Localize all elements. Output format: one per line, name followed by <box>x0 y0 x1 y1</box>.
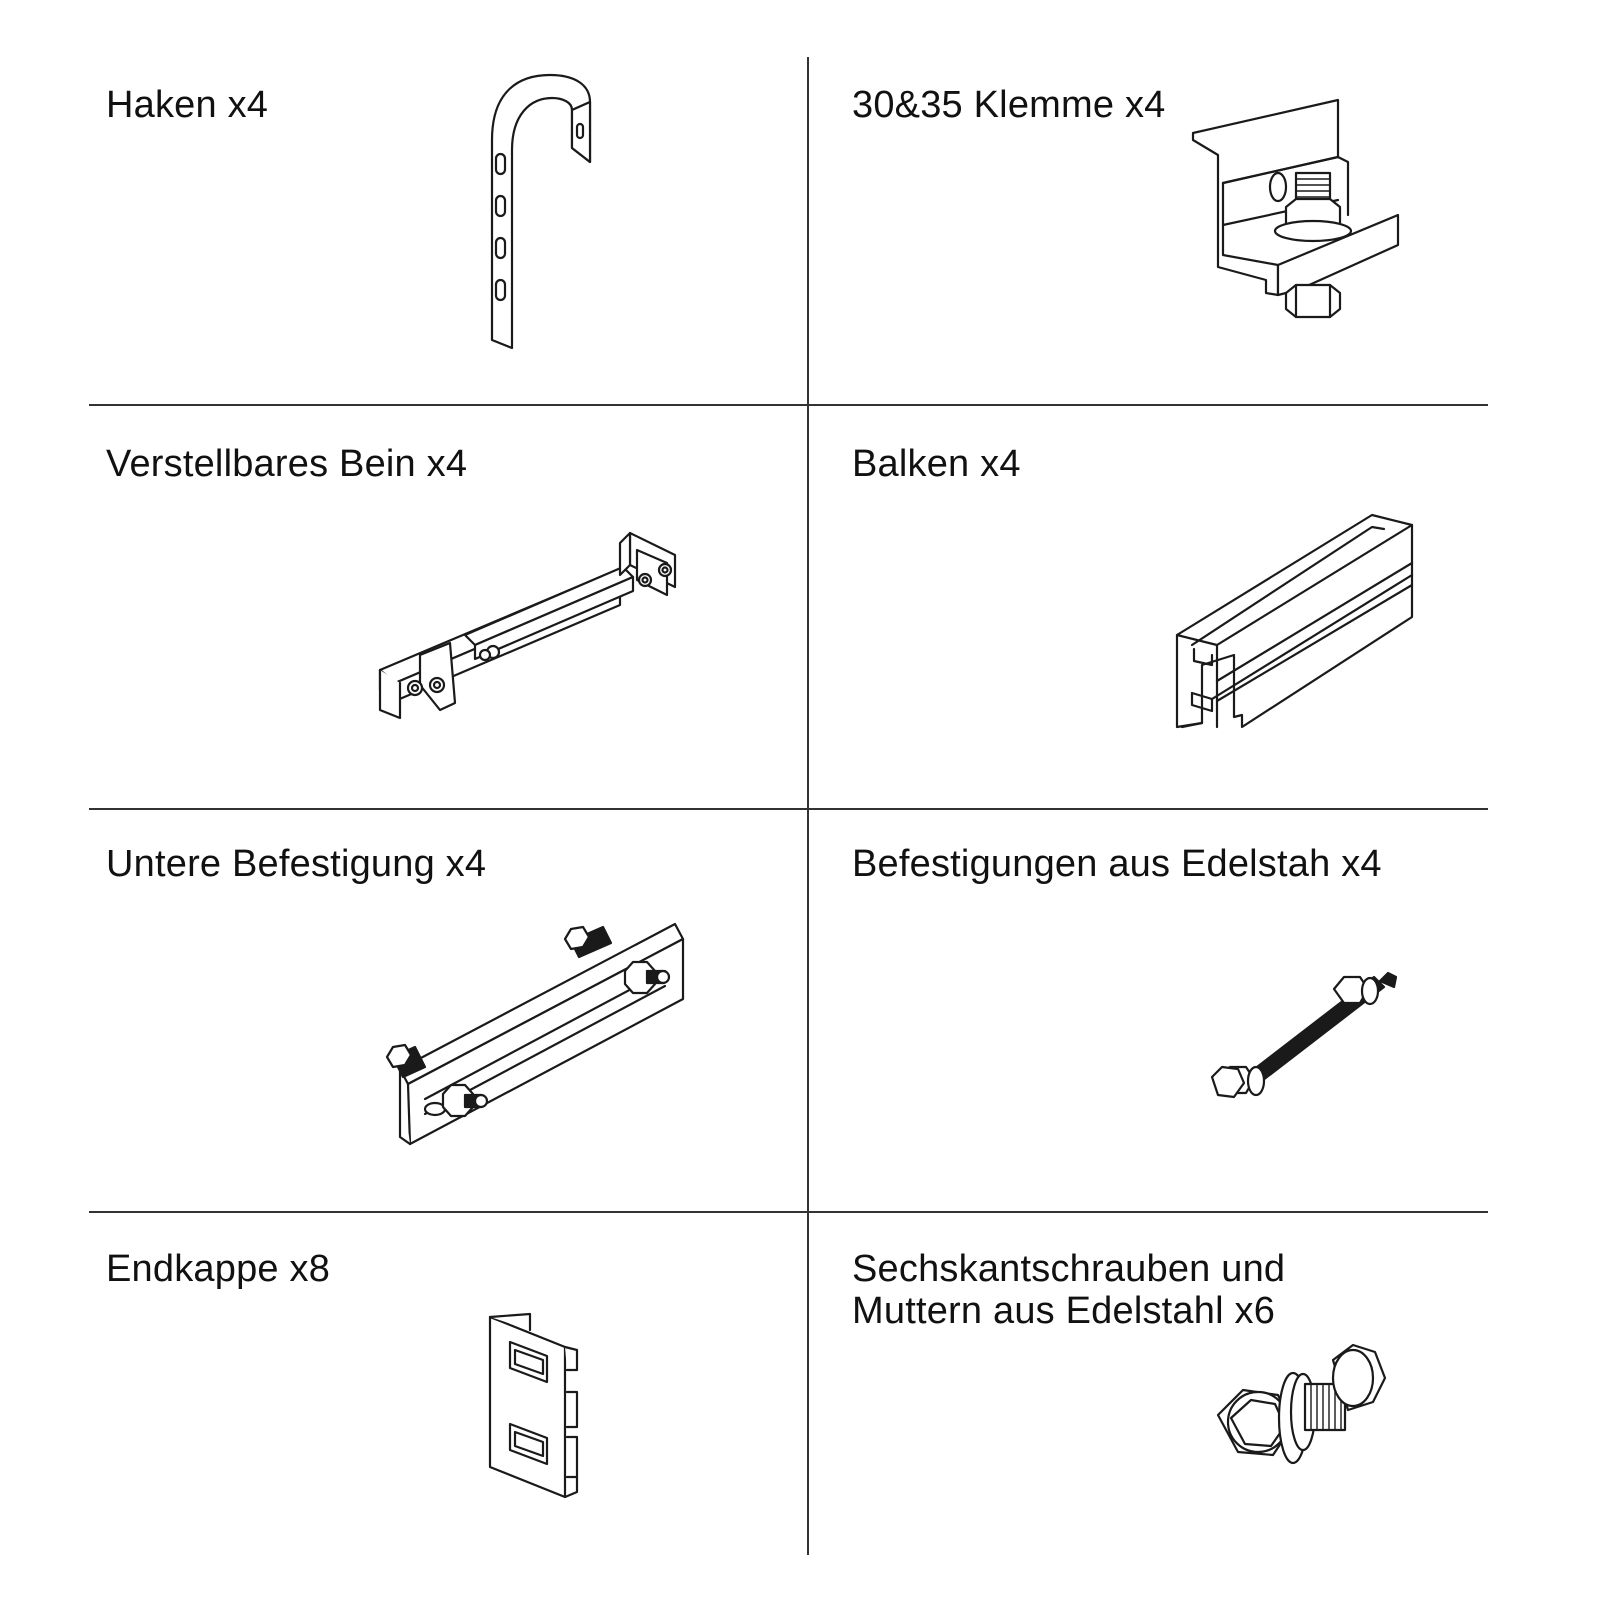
part-label: 30&35 Klemme x4 <box>852 84 1166 126</box>
part-label: Haken x4 <box>106 84 269 126</box>
part-cell-hook <box>0 0 807 404</box>
threaded-rod-icon <box>1204 959 1404 1119</box>
part-cell-bottom-mount <box>0 809 807 1211</box>
part-cell-adjustable-leg <box>0 405 807 808</box>
part-label: Verstellbares Bein x4 <box>106 443 468 485</box>
part-label: Endkappe x8 <box>106 1248 331 1290</box>
part-cell-clamp <box>808 0 1488 404</box>
adjustable-leg-icon <box>375 525 705 725</box>
part-cell-threaded-rod <box>808 809 1488 1211</box>
bottom-mount-icon <box>385 909 695 1159</box>
hex-bolt-nut-icon <box>1213 1340 1388 1490</box>
hook-icon <box>480 70 600 350</box>
part-cell-end-cap <box>0 1212 807 1600</box>
end-cap-icon <box>485 1312 595 1502</box>
part-label: Balken x4 <box>852 443 1021 485</box>
part-cell-hex-bolt-nut <box>808 1212 1488 1600</box>
rail-beam-icon <box>1172 505 1422 735</box>
part-label: Sechskantschrauben und Muttern aus Edelstahl x6 <box>852 1248 1286 1332</box>
part-label: Befestigungen aus Edelstah x4 <box>852 843 1382 885</box>
part-label: Untere Befestigung x4 <box>106 843 487 885</box>
clamp-icon <box>1188 95 1408 325</box>
part-cell-beam <box>808 405 1488 808</box>
